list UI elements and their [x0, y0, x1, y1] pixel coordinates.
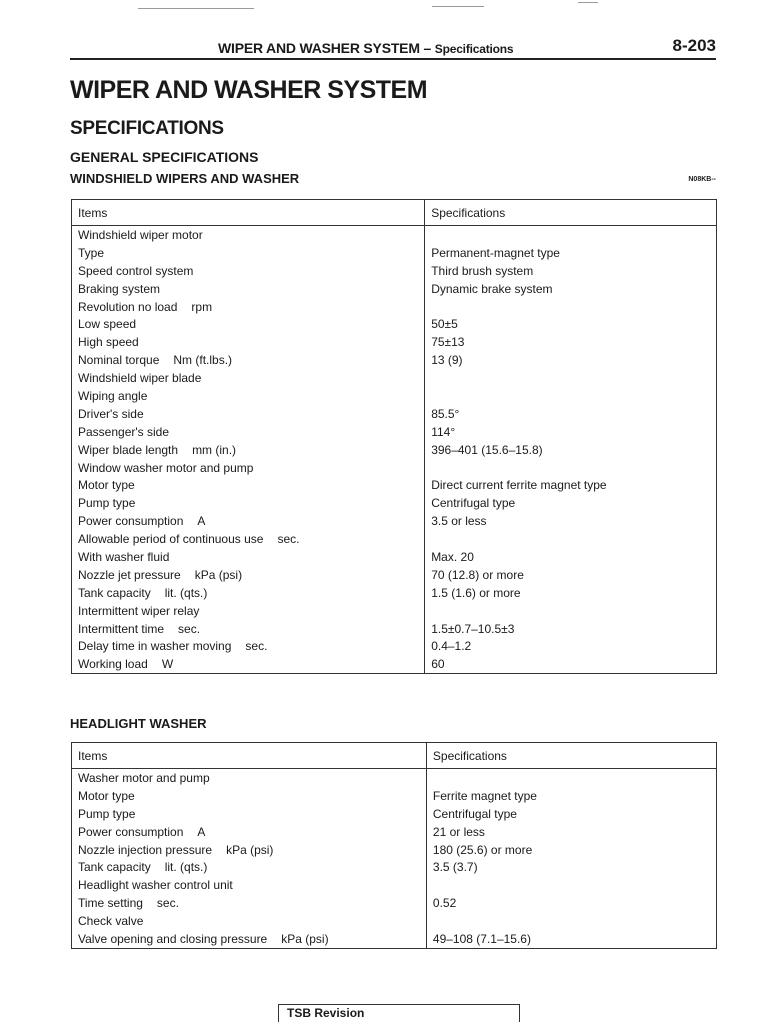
- running-title: [218, 40, 513, 56]
- table-row: [72, 912, 717, 930]
- specification-value: Permanent-magnet type: [425, 244, 717, 262]
- table-row: [72, 787, 717, 805]
- item-cell: [72, 226, 425, 244]
- table-row: [72, 930, 717, 948]
- item-cell: [72, 620, 425, 638]
- item-unit: W: [161, 657, 174, 672]
- tsb-revision-label: TSB Revision: [287, 1006, 365, 1020]
- column-header-specifications: Specifications: [425, 200, 717, 226]
- headlight-washer-spec-table: [71, 742, 717, 949]
- item-cell: [72, 494, 425, 512]
- item-unit: kPa (psi): [194, 567, 243, 582]
- item-cell: [72, 405, 425, 423]
- item-label: Allowable period of continuous use: [78, 532, 264, 547]
- specification-value: 13 (9): [425, 351, 717, 369]
- item-label: Revolution no load: [78, 299, 178, 314]
- item-label: Windshield wiper motor: [78, 227, 203, 242]
- item-label: Check valve: [78, 914, 144, 929]
- item-cell: [72, 894, 427, 912]
- table-row: [72, 226, 717, 244]
- item-cell: [72, 637, 425, 655]
- item-label: Wiper blade length: [78, 442, 179, 457]
- specification-value: Centrifugal type: [426, 805, 716, 823]
- item-label: Tank capacity: [78, 860, 151, 875]
- column-header-items: Items: [72, 743, 427, 769]
- specification-value: 114°: [425, 423, 717, 441]
- item-unit: lit. (qts.): [164, 860, 208, 875]
- specification-value: Third brush system: [425, 262, 717, 280]
- specification-value: [425, 387, 717, 405]
- table-row: [72, 620, 717, 638]
- table-row: [72, 602, 717, 620]
- item-label: Time setting: [78, 896, 143, 911]
- table-header-row: [72, 200, 717, 226]
- specification-value: [425, 369, 717, 387]
- table-row: [72, 805, 717, 823]
- item-label: Pump type: [78, 496, 136, 511]
- specification-value: 1.5±0.7–10.5±3: [425, 620, 717, 638]
- table-row: [72, 423, 717, 441]
- item-cell: [72, 530, 425, 548]
- item-label: Tank capacity: [78, 585, 151, 600]
- table-row: [72, 512, 717, 530]
- specification-value: 0.4–1.2: [425, 637, 717, 655]
- specification-value: [425, 602, 717, 620]
- specification-value: Centrifugal type: [425, 494, 717, 512]
- table-row: [72, 280, 717, 298]
- scan-artifact: [432, 6, 484, 7]
- table-row: [72, 298, 717, 316]
- specification-value: 50±5: [425, 315, 717, 333]
- specification-value: 60: [425, 655, 717, 673]
- table-row: [72, 476, 717, 494]
- table-row: [72, 405, 717, 423]
- item-cell: [72, 876, 427, 894]
- table-row: [72, 769, 717, 787]
- item-label: Delay time in washer moving: [78, 639, 232, 654]
- specification-value: Dynamic brake system: [425, 280, 717, 298]
- scan-artifact: [138, 8, 254, 9]
- table-row: [72, 841, 717, 859]
- item-label: Headlight washer control unit: [78, 878, 233, 893]
- table-row: [72, 262, 717, 280]
- table-row: [72, 566, 717, 584]
- table-row: [72, 494, 717, 512]
- item-label: Intermittent wiper relay: [78, 603, 200, 618]
- running-title-separator: –: [423, 40, 432, 56]
- item-label: Working load: [78, 657, 148, 672]
- specification-value: 85.5°: [425, 405, 717, 423]
- item-cell: [72, 244, 425, 262]
- table-row: [72, 876, 717, 894]
- table-row: [72, 369, 717, 387]
- table-row: [72, 655, 717, 673]
- item-unit: kPa (psi): [226, 842, 274, 857]
- item-label: Pump type: [78, 806, 136, 821]
- item-cell: [72, 858, 427, 876]
- item-cell: [72, 548, 425, 566]
- specification-value: [426, 876, 716, 894]
- item-unit: lit. (qts.): [164, 585, 208, 600]
- item-unit: Nm (ft.lbs.): [173, 353, 233, 368]
- column-header-specifications: Specifications: [426, 743, 716, 769]
- table-row: [72, 351, 717, 369]
- item-cell: [72, 769, 427, 787]
- item-cell: [72, 333, 425, 351]
- windshield-spec-body: [72, 226, 717, 674]
- specification-value: 396–401 (15.6–15.8): [425, 441, 717, 459]
- specification-value: [425, 298, 717, 316]
- item-cell: [72, 912, 427, 930]
- item-label: Nominal torque: [78, 353, 160, 368]
- item-unit: rpm: [191, 299, 213, 314]
- table-row: [72, 548, 717, 566]
- table-row: [72, 459, 717, 477]
- item-cell: [72, 655, 425, 673]
- table-row: [72, 530, 717, 548]
- item-unit: kPa (psi): [281, 931, 329, 946]
- item-cell: [72, 566, 425, 584]
- item-label: Passenger's side: [78, 424, 170, 439]
- item-label: Braking system: [78, 281, 161, 296]
- item-cell: [72, 280, 425, 298]
- specification-value: 3.5 or less: [425, 512, 717, 530]
- item-cell: [72, 841, 427, 859]
- item-cell: [72, 459, 425, 477]
- item-label: Washer motor and pump: [78, 770, 210, 785]
- item-label: Driver's side: [78, 406, 144, 421]
- specification-value: Ferrite magnet type: [426, 787, 716, 805]
- item-unit: A: [197, 514, 206, 529]
- page-title: WIPER AND WASHER SYSTEM: [70, 76, 428, 104]
- item-cell: [72, 805, 427, 823]
- item-unit: A: [197, 824, 206, 839]
- item-unit: sec.: [156, 896, 179, 911]
- table-row: [72, 637, 717, 655]
- item-unit: sec.: [245, 639, 268, 654]
- running-subtitle: Specifications: [434, 42, 514, 56]
- document-code: N08KB--: [688, 176, 716, 183]
- item-cell: [72, 930, 427, 948]
- item-cell: [72, 441, 425, 459]
- item-label: Motor type: [78, 788, 135, 803]
- item-cell: [72, 602, 425, 620]
- section-heading: SPECIFICATIONS: [70, 118, 224, 139]
- item-label: High speed: [78, 335, 139, 350]
- table-row: [72, 244, 717, 262]
- item-unit: sec.: [178, 621, 201, 636]
- table-row: [72, 894, 717, 912]
- table-row: [72, 584, 717, 602]
- subsection-heading: GENERAL SPECIFICATIONS: [70, 149, 259, 165]
- item-label: Wiping angle: [78, 388, 148, 403]
- table-row: [72, 823, 717, 841]
- item-cell: [72, 512, 425, 530]
- specification-value: 1.5 (1.6) or more: [425, 584, 717, 602]
- item-label: Windshield wiper blade: [78, 371, 202, 386]
- item-label: Nozzle jet pressure: [78, 567, 181, 582]
- item-cell: [72, 298, 425, 316]
- tsb-revision-box: [278, 1004, 520, 1022]
- running-header: [70, 36, 716, 60]
- item-label: Power consumption: [78, 514, 184, 529]
- item-cell: [72, 262, 425, 280]
- item-label: Speed control system: [78, 263, 194, 278]
- item-cell: [72, 423, 425, 441]
- item-cell: [72, 787, 427, 805]
- specification-value: [426, 769, 716, 787]
- item-label: With washer fluid: [78, 549, 170, 564]
- specification-value: [425, 226, 717, 244]
- item-label: Valve opening and closing pressure: [78, 931, 268, 946]
- column-header-items: Items: [72, 200, 425, 226]
- specification-value: 49–108 (7.1–15.6): [426, 930, 716, 948]
- table1-title: WINDSHIELD WIPERS AND WASHER: [70, 171, 300, 186]
- item-label: Type: [78, 245, 105, 260]
- specification-value: 0.52: [426, 894, 716, 912]
- item-cell: [72, 315, 425, 333]
- specification-value: [426, 912, 716, 930]
- item-cell: [72, 823, 427, 841]
- item-cell: [72, 351, 425, 369]
- specification-value: 21 or less: [426, 823, 716, 841]
- table-row: [72, 315, 717, 333]
- headlight-washer-spec-body: [72, 769, 717, 949]
- item-cell: [72, 476, 425, 494]
- item-cell: [72, 369, 425, 387]
- specification-value: [425, 459, 717, 477]
- specification-value: 75±13: [425, 333, 717, 351]
- item-label: Nozzle injection pressure: [78, 842, 213, 857]
- page-number: 8-203: [672, 36, 716, 55]
- item-cell: [72, 584, 425, 602]
- running-title-text: WIPER AND WASHER SYSTEM: [218, 40, 420, 56]
- specification-value: Direct current ferrite magnet type: [425, 476, 717, 494]
- item-label: Power consumption: [78, 824, 184, 839]
- item-unit: sec.: [277, 532, 300, 547]
- table-row: [72, 858, 717, 876]
- specification-value: 3.5 (3.7): [426, 858, 716, 876]
- specification-value: [425, 530, 717, 548]
- scan-artifact: [578, 2, 598, 3]
- item-label: Intermittent time: [78, 621, 165, 636]
- specification-value: 70 (12.8) or more: [425, 566, 717, 584]
- table-row: [72, 387, 717, 405]
- table-row: [72, 441, 717, 459]
- table-row: [72, 333, 717, 351]
- item-label: Low speed: [78, 317, 137, 332]
- item-cell: [72, 387, 425, 405]
- table2-title: HEADLIGHT WASHER: [70, 716, 207, 731]
- windshield-spec-table: [71, 199, 717, 674]
- item-unit: mm (in.): [192, 442, 237, 457]
- specification-value: 180 (25.6) or more: [426, 841, 716, 859]
- item-label: Motor type: [78, 478, 135, 493]
- item-label: Window washer motor and pump: [78, 460, 254, 475]
- specification-value: Max. 20: [425, 548, 717, 566]
- table-header-row: [72, 743, 717, 769]
